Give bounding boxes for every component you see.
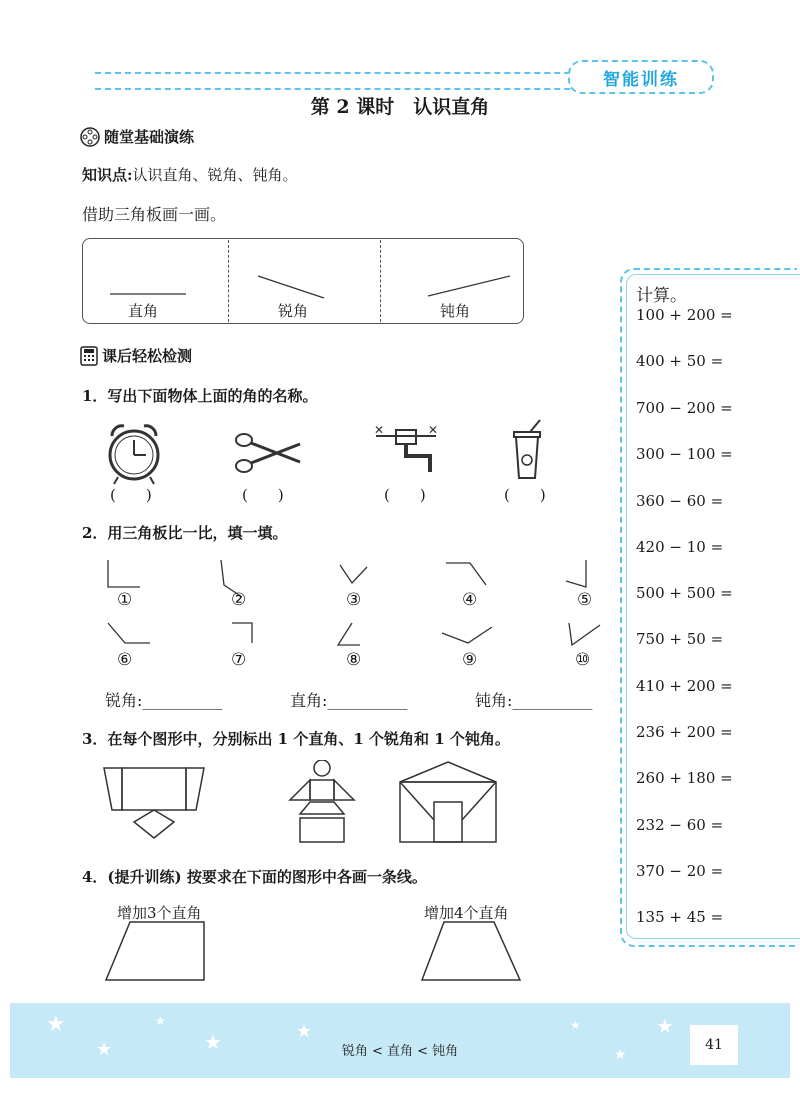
question-4: 4．(提升训练) 按要求在下面的图形中各画一条线。 (82, 868, 427, 886)
question-3: 3．在每个图形中，分别标出 1 个直角、1 个锐角和 1 个钝角。 (82, 730, 510, 748)
section-basic-title: 随堂基础演练 (104, 128, 195, 146)
question-1: 1．写出下面物体上面的角的名称。 (82, 387, 318, 405)
svg-text:★: ★ (570, 1018, 581, 1032)
calc-item: 500 + 500 = (636, 584, 733, 602)
film-reel-icon (80, 127, 100, 147)
figure-number: ⑥ (117, 650, 133, 670)
shape-figures (100, 760, 560, 848)
svg-text:★: ★ (204, 1030, 222, 1054)
figure-number: ⑧ (346, 650, 362, 670)
knowledge-point (82, 164, 298, 185)
calc-item: 135 + 45 = (636, 908, 724, 926)
calc-item: 260 + 180 = (636, 769, 733, 787)
svg-text:✕: ✕ (374, 423, 385, 437)
page-title: 第 2 课时 认识直角 (310, 96, 490, 118)
calc-item: 370 − 20 = (636, 862, 724, 880)
obtuse-fill-blank[interactable]: 钝角:__________ (475, 691, 593, 710)
calc-item: 420 − 10 = (636, 538, 724, 556)
figure-number: ⑩ (575, 650, 591, 670)
figure-number: ⑤ (577, 590, 593, 610)
knowledge-text: 认识直角、锐角、钝角。 (132, 166, 298, 184)
calc-item: 400 + 50 = (636, 352, 724, 370)
svg-text:★: ★ (656, 1014, 674, 1038)
section-after-title: 课后轻松检测 (102, 347, 193, 365)
calc-item: 360 − 60 = (636, 492, 724, 510)
page-number: 41 (690, 1025, 738, 1065)
q4-label-right: 增加4个直角 (424, 904, 509, 922)
scissors-icon (234, 432, 304, 474)
calc-panel-inner (626, 274, 800, 939)
svg-text:★: ★ (614, 1047, 627, 1063)
calculator-icon (80, 346, 98, 366)
calc-item: 236 + 200 = (636, 723, 733, 741)
q4-label-left: 增加3个直角 (117, 904, 202, 922)
svg-text:★: ★ (46, 1012, 66, 1037)
right-fill-blank[interactable]: 直角:__________ (290, 691, 408, 710)
svg-text:★: ★ (96, 1039, 113, 1060)
calc-item: 232 − 60 = (636, 816, 724, 834)
svg-text:★: ★ (155, 1014, 166, 1028)
knowledge-label: 知识点: (82, 166, 133, 184)
box-label-acute: 锐角 (278, 302, 309, 320)
acute-fill-blank[interactable]: 锐角:__________ (105, 691, 223, 710)
drawing-instruction: 借助三角板画一画。 (82, 205, 227, 224)
drink-cup-icon (508, 418, 548, 482)
svg-text:✕: ✕ (428, 423, 439, 437)
answer-blank[interactable]: ( ) (110, 486, 152, 504)
section-basic-heading (80, 126, 194, 147)
faucet-icon (372, 422, 442, 478)
calc-title: 计算。 (636, 286, 687, 306)
calc-item: 300 − 100 = (636, 445, 733, 463)
calc-item: 700 − 200 = (636, 399, 733, 417)
footer-tip: 锐角 < 直角 < 钝角 (341, 1044, 459, 1059)
figure-number: ⑨ (462, 650, 478, 670)
box-label-right: 直角 (128, 302, 159, 320)
trapezoid-figures (100, 920, 560, 986)
section-after-heading (80, 345, 192, 366)
calc-item: 100 + 200 = (636, 306, 733, 324)
figure-number: ③ (346, 590, 362, 610)
figure-number: ④ (462, 590, 478, 610)
answer-blank[interactable]: ( ) (504, 486, 546, 504)
figure-number: ① (117, 590, 133, 610)
svg-text:★: ★ (296, 1021, 313, 1042)
alarm-clock-icon (104, 420, 166, 486)
figure-number: ② (231, 590, 247, 610)
answer-blank[interactable]: ( ) (242, 486, 284, 504)
answer-blank[interactable]: ( ) (384, 486, 426, 504)
figure-number: ⑦ (231, 650, 247, 670)
calc-item: 410 + 200 = (636, 677, 733, 695)
calc-item: 750 + 50 = (636, 630, 724, 648)
brand-badge: 智能训练 (568, 60, 714, 94)
question-2: 2．用三角板比一比，填一填。 (82, 524, 288, 542)
box-label-obtuse: 钝角 (440, 302, 471, 320)
